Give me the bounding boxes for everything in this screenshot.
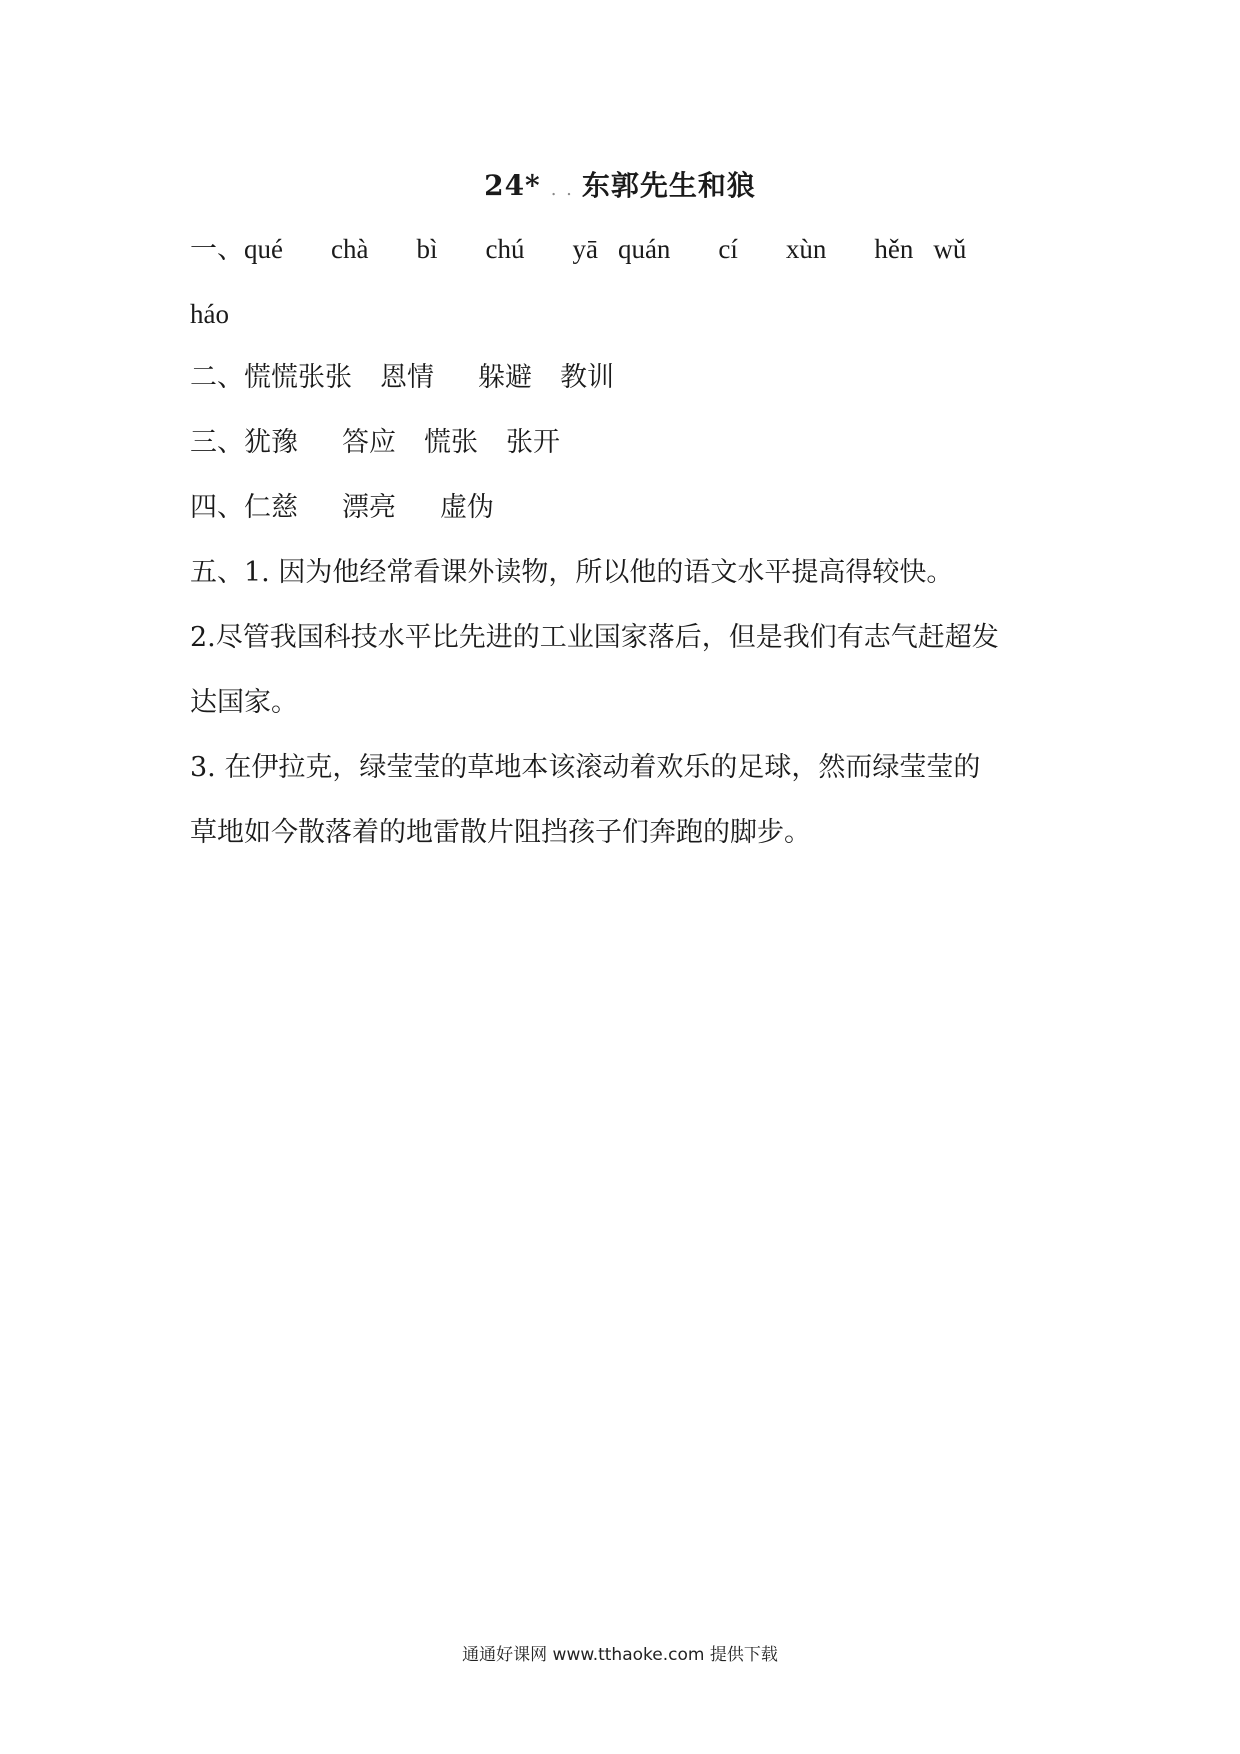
pinyin-8: xùn	[785, 234, 827, 264]
section-3	[190, 427, 588, 459]
pinyin-5: yā	[572, 234, 598, 264]
section-3-word-3: 慌张	[424, 427, 478, 458]
pinyin-6: quán	[617, 234, 671, 264]
page-title	[0, 164, 1240, 204]
lesson-number: 24*	[484, 169, 541, 202]
section-1-prefix: 一、	[190, 234, 244, 264]
section-4-word-1: 仁慈	[244, 492, 298, 523]
section-2-word-2: 恩情	[380, 362, 434, 393]
section-2	[190, 362, 642, 394]
section-4	[190, 492, 522, 524]
footer-text: 通通好课网 www.tthaoke.com 提供下载	[462, 1645, 778, 1665]
section-4-prefix: 四、	[190, 492, 244, 523]
section-3-word-2: 答应	[342, 427, 396, 458]
pinyin-3: bì	[416, 234, 438, 264]
section-5-item-2-line-2: 达国家。	[190, 687, 298, 718]
lesson-title: 东郭先生和狼	[581, 169, 756, 202]
title-dots: . .	[550, 179, 574, 200]
pinyin-7: cí	[718, 234, 738, 264]
section-5-prefix: 五、	[190, 557, 244, 588]
pinyin-1: qué	[244, 234, 283, 264]
section-3-word-4: 张开	[506, 427, 560, 458]
section-2-word-1: 慌慌张张	[244, 362, 352, 393]
section-5-item-1	[190, 557, 1070, 589]
pinyin-11: háo	[190, 299, 229, 329]
section-2-prefix: 二、	[190, 362, 244, 393]
pinyin-10: wǔ	[933, 234, 967, 264]
section-3-prefix: 三、	[190, 427, 244, 458]
pinyin-2: chà	[330, 234, 369, 264]
section-1-continued	[190, 298, 229, 331]
section-4-word-3: 虚伪	[440, 492, 494, 523]
section-5-item-3-line-1: 3. 在伊拉克，绿莹莹的草地本该滚动着欢乐的足球，然而绿莹莹的	[190, 752, 981, 783]
section-5-item-3-line-2: 草地如今散落着的地雷散片阻挡孩子们奔跑的脚步。	[190, 817, 811, 848]
section-5-item-2-line-1: 2.尽管我国科技水平比先进的工业国家落后，但是我们有志气赶超发	[190, 622, 999, 653]
section-1-pinyin	[190, 233, 966, 266]
section-2-word-3: 躲避	[478, 362, 532, 393]
pinyin-9: hěn	[874, 234, 914, 264]
section-5-item-1-text: 1. 因为他经常看课外读物，所以他的语文水平提高得较快。	[244, 557, 954, 588]
section-3-word-1: 犹豫	[244, 427, 298, 458]
pinyin-4: chú	[485, 234, 525, 264]
section-4-word-2: 漂亮	[342, 492, 396, 523]
section-2-word-4: 教训	[560, 362, 614, 393]
